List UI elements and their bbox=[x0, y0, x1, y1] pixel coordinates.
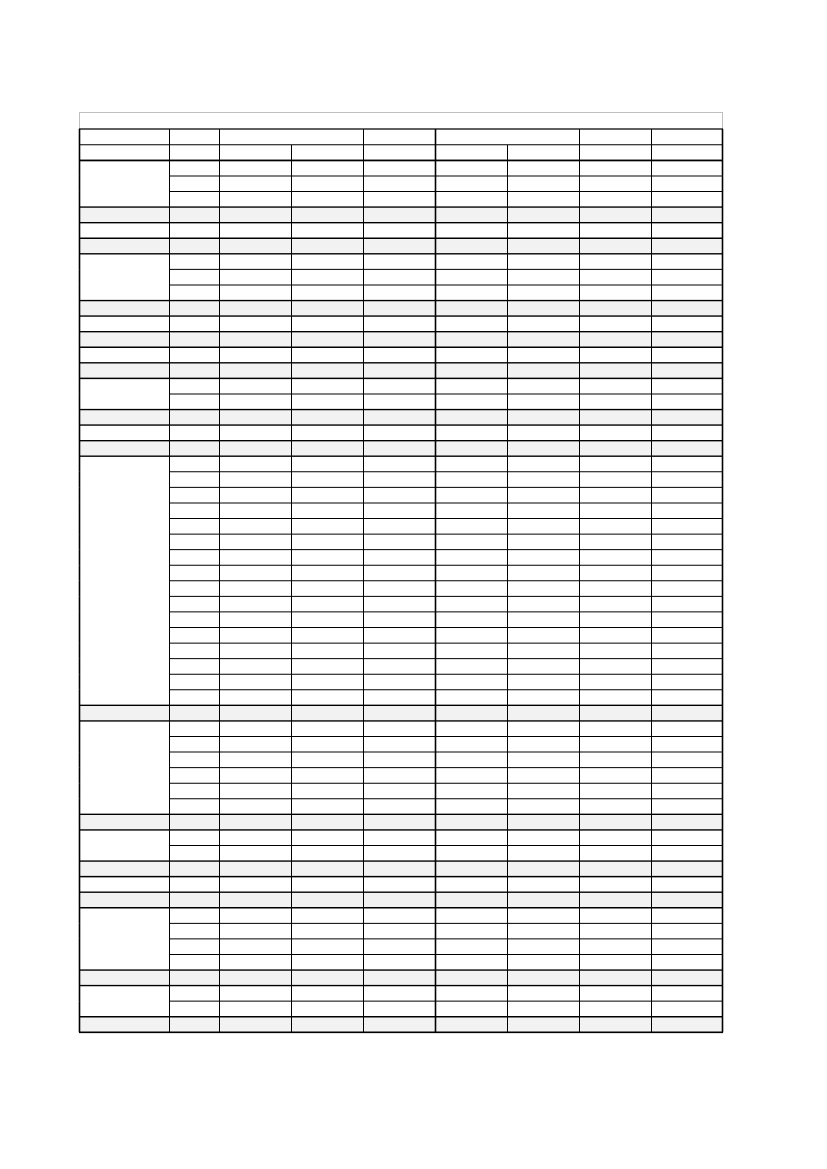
table-row bbox=[79, 736, 723, 752]
table-row bbox=[79, 861, 723, 877]
table-row bbox=[79, 939, 723, 955]
table-row bbox=[79, 845, 723, 861]
table-row bbox=[79, 565, 723, 581]
table-row bbox=[79, 363, 723, 379]
table-row bbox=[79, 814, 723, 830]
table-row bbox=[79, 207, 723, 223]
table-row bbox=[79, 1001, 723, 1017]
table-row bbox=[79, 223, 723, 239]
table-row bbox=[79, 954, 723, 970]
table-row bbox=[79, 908, 723, 924]
table-row bbox=[79, 768, 723, 784]
table-row bbox=[79, 316, 723, 332]
table-row bbox=[79, 674, 723, 690]
table-row bbox=[79, 534, 723, 550]
table-row bbox=[79, 269, 723, 285]
table-row bbox=[79, 487, 723, 503]
table-row bbox=[79, 986, 723, 1002]
table-row bbox=[79, 456, 723, 472]
table-row bbox=[79, 254, 723, 270]
table-row bbox=[79, 596, 723, 612]
table-row bbox=[79, 643, 723, 659]
table-row bbox=[79, 441, 723, 457]
table-row bbox=[79, 550, 723, 566]
table-row bbox=[79, 285, 723, 301]
table-row bbox=[79, 581, 723, 597]
table-row bbox=[79, 425, 723, 441]
table-row bbox=[79, 394, 723, 410]
table-row bbox=[79, 612, 723, 628]
table-row bbox=[79, 690, 723, 706]
table-row bbox=[79, 347, 723, 363]
table-row bbox=[79, 472, 723, 488]
table-row bbox=[79, 332, 723, 348]
table-row bbox=[79, 192, 723, 208]
table-row bbox=[79, 783, 723, 799]
table-row bbox=[79, 301, 723, 317]
table-row bbox=[79, 410, 723, 426]
header-row bbox=[79, 129, 723, 145]
table-row bbox=[79, 519, 723, 535]
table-row bbox=[79, 238, 723, 254]
table-row bbox=[79, 877, 723, 893]
header-row bbox=[79, 145, 723, 161]
table-row bbox=[79, 970, 723, 986]
table-row bbox=[79, 705, 723, 721]
table-row bbox=[79, 1017, 723, 1033]
table-grid bbox=[79, 112, 723, 1046]
table-row bbox=[79, 176, 723, 192]
table-row bbox=[79, 892, 723, 908]
table-row bbox=[79, 799, 723, 815]
table-row bbox=[79, 160, 723, 176]
table-row bbox=[79, 378, 723, 394]
spreadsheet-table bbox=[79, 112, 723, 1046]
table-row bbox=[79, 721, 723, 737]
table-row bbox=[79, 752, 723, 768]
table-row bbox=[79, 830, 723, 846]
table-row bbox=[79, 923, 723, 939]
table-row bbox=[79, 503, 723, 519]
title-band bbox=[80, 113, 723, 130]
table-row bbox=[79, 628, 723, 644]
table-row bbox=[79, 659, 723, 675]
